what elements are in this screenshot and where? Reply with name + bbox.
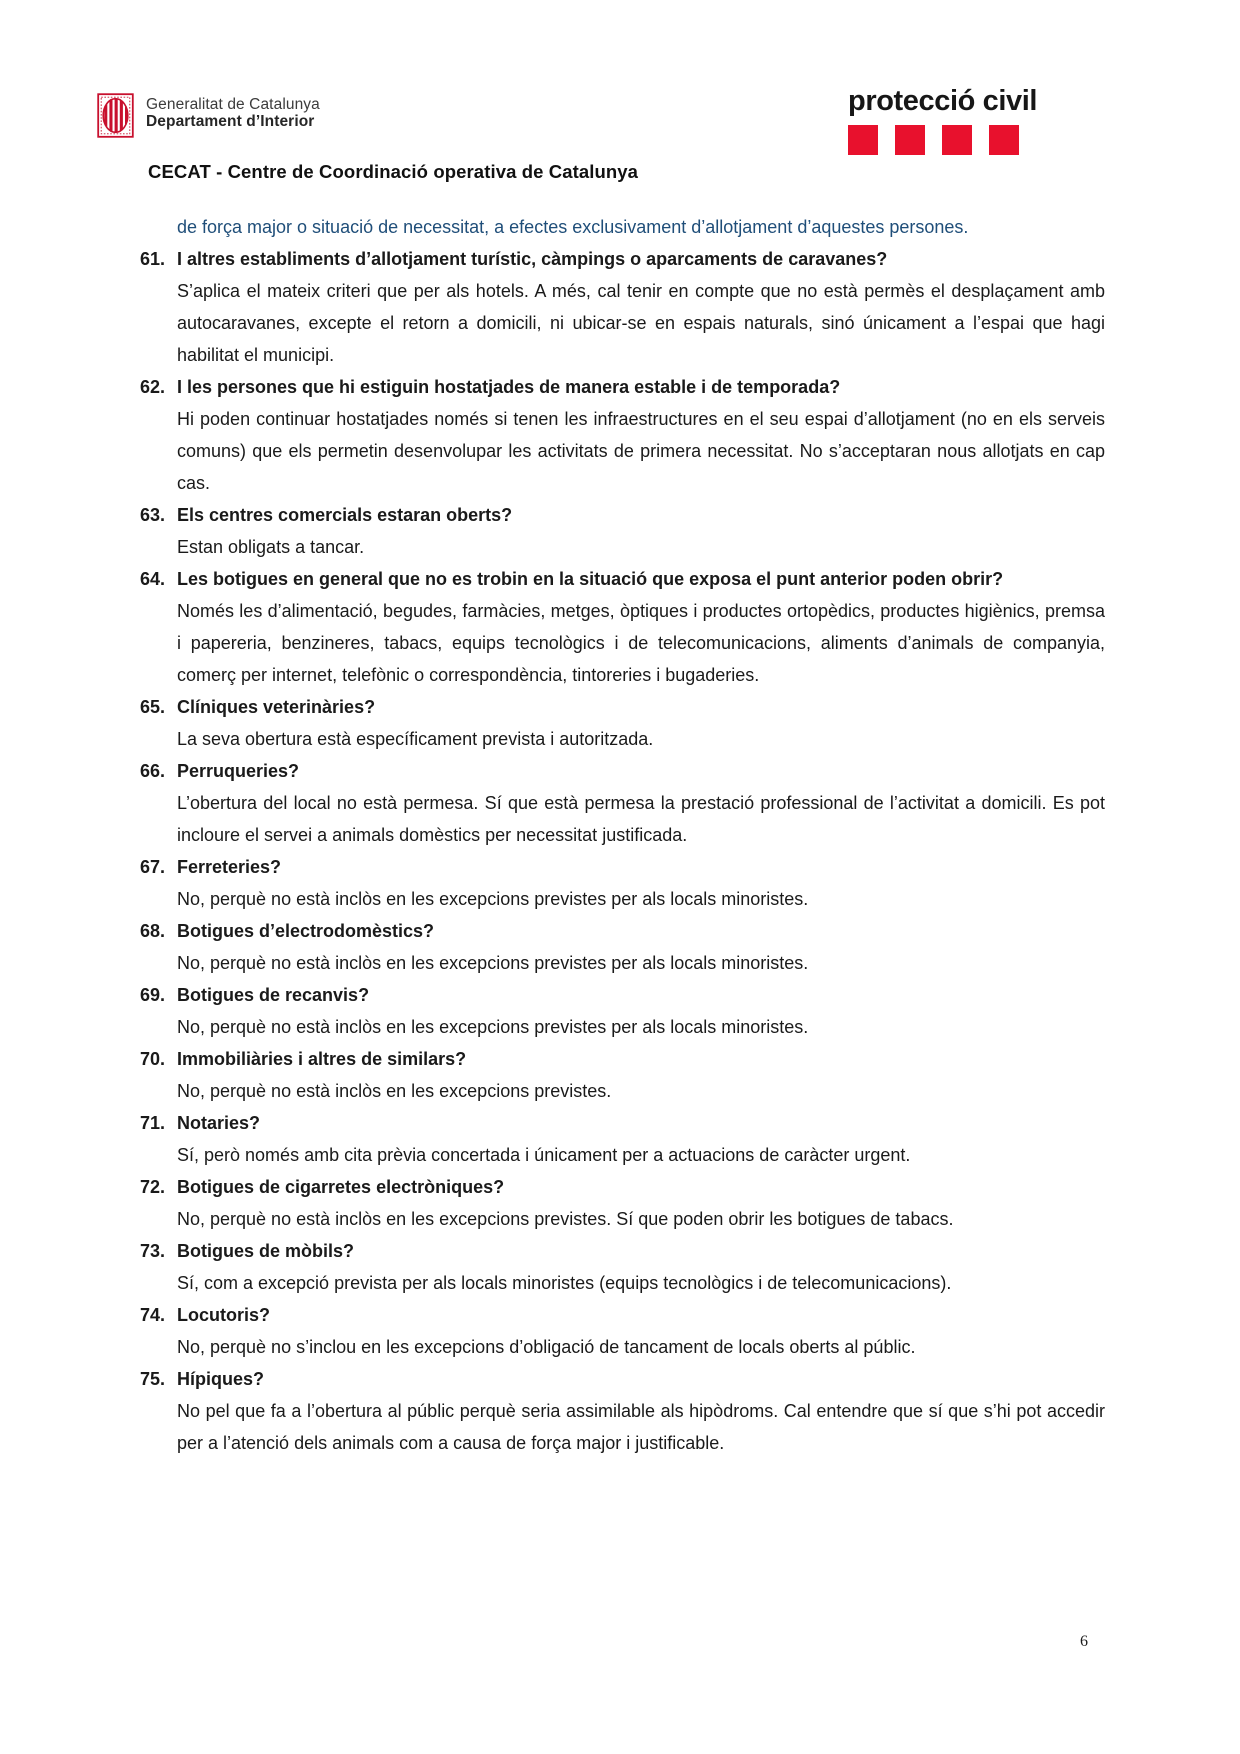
faq-item xyxy=(140,563,1105,691)
faq-answers xyxy=(140,275,1105,371)
red-square-icon xyxy=(895,125,925,155)
faq-answers xyxy=(140,883,1105,915)
page-number: 6 xyxy=(1080,1633,1088,1650)
faq-question-text: Locutoris? xyxy=(177,1305,270,1325)
faq-answer: La seva obertura està específicament prevista i autoritzada. xyxy=(177,729,654,749)
faq-answers xyxy=(140,1267,1105,1299)
faq-answers xyxy=(140,403,1105,499)
faq-answer: Estan obligats a tancar. xyxy=(177,537,365,557)
faq-answers xyxy=(140,531,1105,563)
faq-answers xyxy=(140,1331,1105,1363)
faq-question-text: Les botigues en general que no es trobin en la situació que exposa el punt anterior poden obrir? xyxy=(177,569,1004,589)
faq-question-text: Botigues de recanvis? xyxy=(177,985,370,1005)
faq-question-text: Ferreteries? xyxy=(177,857,282,877)
faq-question-text: Perruqueries? xyxy=(177,761,300,781)
faq-number: 62. xyxy=(140,377,166,397)
faq-number: 67. xyxy=(140,857,166,877)
faq-answer: No pel que fa a l’obertura al públic perquè seria assimilable als hipòdroms. Cal entendre que sí que s’hi pot accedir per a l’atenció dels animals com a causa de força major i justificable. xyxy=(177,1401,1105,1453)
faq-item xyxy=(140,915,1105,979)
faq-item xyxy=(140,1235,1105,1299)
faq-number: 63. xyxy=(140,505,166,525)
cecat-subtitle: CECAT - Centre de Coordinació operativa de Catalunya xyxy=(148,161,639,182)
faq-number: 64. xyxy=(140,569,166,589)
faq-number: 71. xyxy=(140,1113,166,1133)
faq-answer: Hi poden continuar hostatjades només si tenen les infraestructures en el seu espai d’allotjament (no en els serveis comuns) que els permetin desenvolupar les activitats de primera necessitat. No s’acceptaran nous allotjats en cap cas. xyxy=(177,409,1105,493)
faq-question-text: Botigues de cigarretes electròniques? xyxy=(177,1177,505,1197)
faq-question xyxy=(140,915,1105,947)
faq-item xyxy=(140,851,1105,915)
red-square-icon xyxy=(848,125,878,155)
faq-answer: No, perquè no està inclòs en les excepcions previstes. Sí que poden obrir les botigues de tabacs. xyxy=(177,1209,954,1229)
faq-question xyxy=(140,1299,1105,1331)
faq-item xyxy=(140,1171,1105,1235)
faq-question xyxy=(140,691,1105,723)
faq-question-text: Immobiliàries i altres de similars? xyxy=(177,1049,467,1069)
faq-answers xyxy=(140,1011,1105,1043)
faq-number: 74. xyxy=(140,1305,166,1325)
faq-answer: No, perquè no està inclòs en les excepcions previstes per als locals minoristes. xyxy=(177,1017,809,1037)
faq-answer: No, perquè no està inclòs en les excepcions previstes per als locals minoristes. xyxy=(177,953,809,973)
faq-answers xyxy=(140,1395,1105,1459)
red-square-icon xyxy=(942,125,972,155)
faq-content xyxy=(140,211,1105,1459)
proteccio-civil-logo xyxy=(848,84,1108,155)
faq-item xyxy=(140,1043,1105,1107)
faq-number: 69. xyxy=(140,985,166,1005)
faq-answer: No, perquè no està inclòs en les excepcions previstes per als locals minoristes. xyxy=(177,889,809,909)
faq-question xyxy=(140,243,1105,275)
faq-answer: No, perquè no s’inclou en les excepcions d’obligació de tancament de locals oberts al públic. xyxy=(177,1337,916,1357)
faq-number: 72. xyxy=(140,1177,166,1197)
faq-item xyxy=(140,1363,1105,1459)
faq-answers xyxy=(140,787,1105,851)
faq-item xyxy=(140,1107,1105,1171)
faq-item xyxy=(140,691,1105,755)
faq-question xyxy=(140,563,1105,595)
red-square-icon xyxy=(989,125,1019,155)
faq-answer: S’aplica el mateix criteri que per als hotels. A més, cal tenir en compte que no està permès el desplaçament amb autocaravanes, excepte el retorn a domicili, ni ubicar-se en espais naturals, sinó únicament a l’espai que hagi habilitat el municipi. xyxy=(177,281,1105,365)
faq-number: 65. xyxy=(140,697,166,717)
faq-answer: Només les d’alimentació, begudes, farmàcies, metges, òptiques i productes ortopèdics, productes higiènics, premsa i papereria, benzineres, tabacs, equips tecnològics i de telecomunicacions, aliments d’animals de companyia, comerç per internet, telefònic o correspondència, tintoreries i bugaderies. xyxy=(177,601,1105,685)
faq-answers xyxy=(140,947,1105,979)
proteccio-civil-wordmark: protecció civil xyxy=(848,85,1038,117)
faq-item xyxy=(140,499,1105,563)
faq-question xyxy=(140,499,1105,531)
generalitat-shield-icon xyxy=(97,93,134,138)
faq-answers xyxy=(140,1075,1105,1107)
generalitat-name: Generalitat de Catalunya xyxy=(146,96,320,113)
faq-question xyxy=(140,851,1105,883)
faq-question xyxy=(140,1363,1105,1395)
faq-answers xyxy=(140,723,1105,755)
faq-item xyxy=(140,979,1105,1043)
faq-question-text: I altres establiments d’allotjament turístic, càmpings o aparcaments de caravanes? xyxy=(177,249,888,269)
faq-number: 68. xyxy=(140,921,166,941)
faq-item xyxy=(140,755,1105,851)
faq-question xyxy=(140,1043,1105,1075)
faq-answer: Sí, com a excepció prevista per als locals minoristes (equips tecnològics i de telecomunicacions). xyxy=(177,1273,952,1293)
faq-answers xyxy=(140,1139,1105,1171)
faq-question xyxy=(140,1171,1105,1203)
faq-number: 61. xyxy=(140,249,166,269)
faq-question-text: Els centres comercials estaran oberts? xyxy=(177,505,513,525)
faq-question-text: Hípiques? xyxy=(177,1369,265,1389)
faq-question-text: Clíniques veterinàries? xyxy=(177,697,376,717)
faq-answer: L’obertura del local no està permesa. Sí que està permesa la prestació professional de l’activitat a domicili. Es pot incloure el servei a animals domèstics per necessitat justificada. xyxy=(177,793,1105,845)
generalitat-logo xyxy=(97,93,320,138)
faq-number: 66. xyxy=(140,761,166,781)
faq-answer: No, perquè no està inclòs en les excepcions previstes. xyxy=(177,1081,612,1101)
faq-number: 75. xyxy=(140,1369,166,1389)
faq-answers xyxy=(140,595,1105,691)
generalitat-logo-text xyxy=(146,93,320,130)
intro-paragraph: de força major o situació de necessitat, a efectes exclusivament d’allotjament d’aquestes persones. xyxy=(177,217,969,237)
faq-number: 70. xyxy=(140,1049,166,1069)
faq-list xyxy=(140,243,1105,1459)
faq-question xyxy=(140,1107,1105,1139)
faq-question-text: Botigues de mòbils? xyxy=(177,1241,355,1261)
faq-question-text: Notaries? xyxy=(177,1113,261,1133)
faq-question xyxy=(140,979,1105,1011)
faq-item xyxy=(140,1299,1105,1363)
faq-question-text: I les persones que hi estiguin hostatjades de manera estable i de temporada? xyxy=(177,377,841,397)
faq-number: 73. xyxy=(140,1241,166,1261)
faq-item xyxy=(140,243,1105,371)
faq-answer: Sí, però només amb cita prèvia concertada i únicament per a actuacions de caràcter urgent. xyxy=(177,1145,911,1165)
departament-name: Departament d’Interior xyxy=(146,113,315,130)
proteccio-civil-squares xyxy=(848,125,1108,155)
faq-item xyxy=(140,371,1105,499)
faq-question xyxy=(140,755,1105,787)
faq-question xyxy=(140,1235,1105,1267)
faq-answers xyxy=(140,1203,1105,1235)
faq-question-text: Botigues d’electrodomèstics? xyxy=(177,921,435,941)
faq-question xyxy=(140,371,1105,403)
